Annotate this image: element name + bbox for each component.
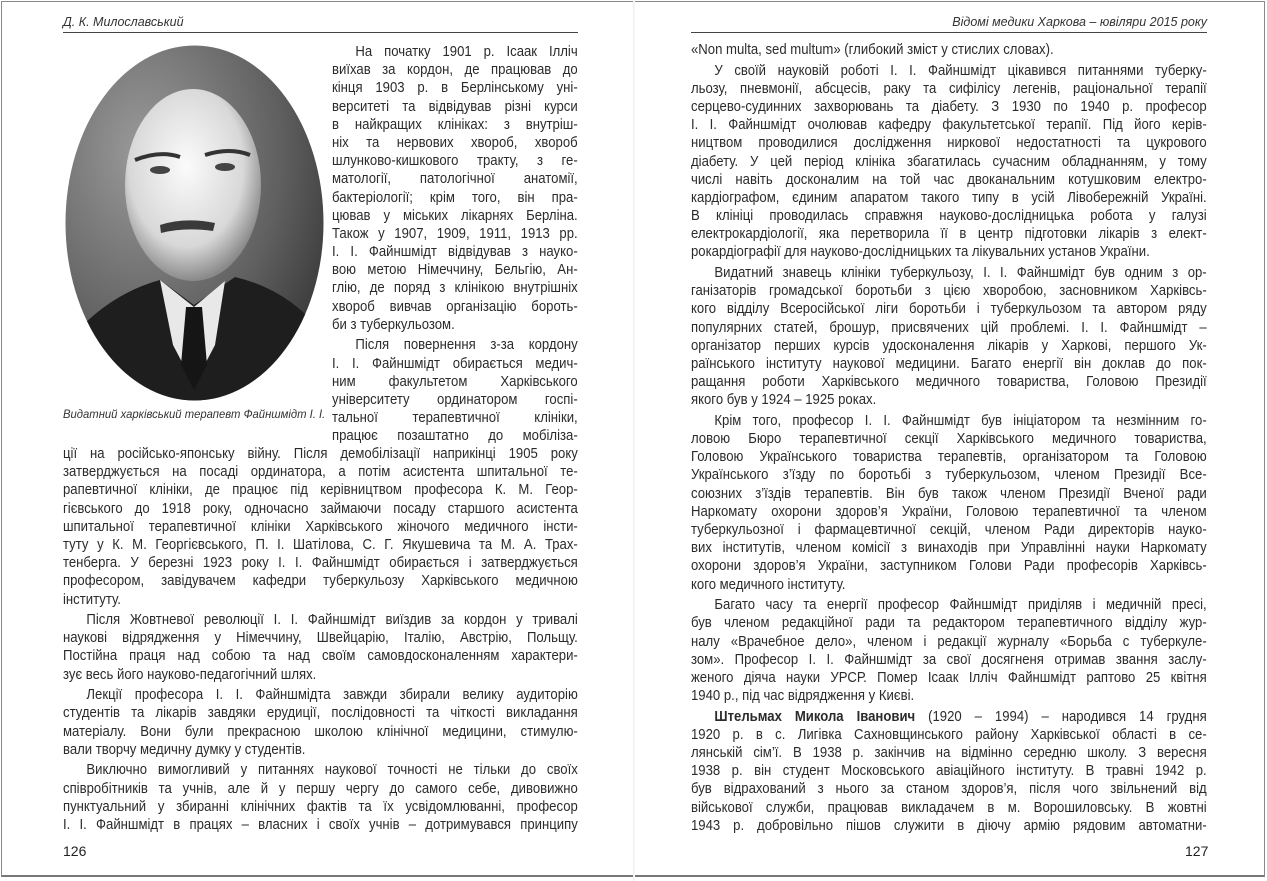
left-body-text (63, 445, 578, 837)
text-line: В клініці проводилась справжня науково-дослідницька робота у галузі (691, 208, 1207, 225)
text-line: ганізаторів громадської боротьби з цією хворобою, засновником Харківсь- (691, 283, 1207, 300)
text-line: І. І. Файншмідт відвідував з науко- (332, 244, 578, 261)
text-line: лянській сім’ї. В 1938 р. закінчив на відмінно середню школу. З вересня (691, 745, 1207, 762)
text-line: гієвського до 1918 року, одночасно займаючи посаду старшого асистента (63, 500, 578, 517)
text-line: Лекції професора І. І. Файншмідта завжди збирали велику аудиторію (86, 687, 578, 704)
text-line: Багато часу та енергії професор Файншмідт приділяв і медичній пресі, (714, 597, 1207, 614)
text-line: шлунково-кишкового тракту, з ге- (332, 153, 578, 170)
text-line: Після повернення з-за кордону (355, 337, 578, 354)
text-line: якого був у 1924 – 1925 роках. (691, 392, 877, 409)
text-line: ції на російсько-японську війну. Після демобілізації наприкінці 1905 року (63, 446, 578, 462)
text-line: числі навіть досконалим на той час двоканальним котушковим електро- (691, 171, 1207, 188)
text-line: тальної терапевтичної клініки, (332, 410, 578, 427)
text-line: в найкращих клініках: з внутріш- (332, 116, 578, 133)
text-line: матеріалу. Вони були прекрасною школою клінічної медицини, стимулю- (63, 723, 578, 740)
text-line: бактеріології; крім того, він пра- (332, 189, 578, 206)
text-line: вали творчу медичну думку у студентів. (63, 741, 306, 758)
page-number-right: 127 (1185, 843, 1209, 859)
text-line: працює позаштатно до мобіліза- (332, 428, 578, 445)
text-line: 1943 р. добровільно пішов служити в діючу армію рядовим автоматни- (691, 817, 1207, 834)
text-line: матології, патологічної анатомії, (332, 171, 578, 188)
text-line: І. І. Файншмідт в працях – власних і своїх учнів – дотримувався принципу (63, 816, 578, 833)
text-line: Видатний знавець клініки туберкульозу, І. І. Файншмідт був одним з ор- (714, 265, 1207, 282)
text-line: 1938 р. він студент Московського авіаційного інституту. В травні 1942 р. (691, 763, 1207, 780)
text-line: охорони здоров’я України, заступником Голови Ради професорів Харківсь- (691, 558, 1207, 575)
text-line: туту у К. М. Георгієвського, П. І. Шатілова, С. Г. Якушевича та М. А. Трах- (63, 536, 578, 553)
text-line: тенберга. У березні 1923 року І. І. Файншмідт обирається і затверджується (63, 555, 578, 572)
paragraph (332, 336, 578, 445)
text-line: льозу, пневмонії, абсцесів, раку та сифілісу легенів, раціональної терапії (691, 80, 1207, 97)
text-line: професором, завідувачем кафедри туберкульозу Харківського медичною (63, 573, 578, 590)
text-line: діабету. У цей період клініка збагатилась сучасним обладнанням, у тому (691, 153, 1207, 170)
portrait-photo (65, 45, 324, 401)
text-line: би з туберкульозом. (332, 316, 455, 333)
text-line: зує весь його науково-педагогічний шлях. (63, 666, 317, 683)
text-line: ращання роботи Харківського медичного товариства, Головою Президії (691, 374, 1207, 391)
paragraph (691, 264, 1207, 410)
paragraph (691, 62, 1207, 262)
text-line: «Non multa, sed multum» (глибокий зміст у стислих словах). (691, 42, 1054, 58)
text-line: університету ординатором госпі- (332, 391, 578, 408)
text-line: зом». Професор І. І. Файншмідт за свої досягненя отримав звання заслу- (691, 651, 1207, 668)
bold-name: Штельмах Микола Іванович (714, 708, 916, 725)
text-line: студентів та лікарів завдяки ерудиції, послідовності та чіткості викладання (63, 705, 578, 722)
text-line: військової служби, працював викладачем в м. Ворошиловську. В жовтні (691, 799, 1207, 816)
book-spine (633, 0, 635, 881)
right-running-header: Відомі медики Харкова – ювіляри 2015 року (952, 15, 1207, 29)
text-line: Українського з’їзду по боротьбі з туберкульозом, членом Президії Все- (691, 467, 1207, 484)
text-line: затверджується на посаді ординатора, а потім асистента шпитальної те- (63, 464, 578, 481)
text-line: вою метою Німеччину, Бельгію, Ан- (332, 262, 578, 279)
paragraph (332, 43, 578, 334)
photo-caption: Видатний харківський терапевт Файншмідт І. І. (63, 407, 326, 421)
text-line: раїнського інституту наукової медицини. Багато енергії він доклав до пок- (691, 355, 1207, 372)
text-line: цював у міських лікарнях Берліна. (332, 207, 578, 224)
text-line: У своїй науковій роботі І. І. Файншмідт цікавився питаннями туберку- (714, 62, 1207, 79)
text-line: На початку 1901 р. Ісаак Ілліч (355, 44, 578, 60)
text-line: був відрахований з нього за станом здоров’я, після чого звільнений від (691, 781, 1207, 798)
text-line: ним факультетом Харківського (332, 373, 578, 390)
page-number-left: 126 (63, 843, 87, 859)
text-line: налу «Врачебное дело», членом і редакції журналу «Борьба с туберкуле- (691, 633, 1207, 650)
text-line: рокардіографії для науково-дослідницьких та лікувальних установ України. (691, 244, 1150, 261)
text-line: кого медичного інституту. (691, 576, 846, 593)
text-line: верситеті та відвідував різні курси (332, 98, 578, 115)
right-header-rule (691, 32, 1207, 33)
text-line: Після Жовтневої революції І. І. Файншмідт виїздив за кордон у тривалі (86, 612, 578, 629)
paragraph (63, 445, 578, 609)
text-line: ництвом проводилися дослідження ниркової недостатності та цукрового (691, 135, 1207, 152)
left-running-header: Д. К. Милославський (63, 15, 184, 29)
text-line: союзних з’їздів терапевтів. Він був також членом Президії Вченої ради (691, 485, 1207, 502)
text-line: кардіографом, єдиним апаратом такого типу в усій Лівобережній Україні. (691, 189, 1207, 206)
paragraph (63, 686, 578, 759)
paragraph (691, 596, 1207, 705)
text-line: вих інститутів, членом комісії з винаходів при Управлінні науки Наркомату (691, 540, 1207, 557)
text-line: інституту. (63, 591, 121, 608)
text-line: популярних статей, брошур, присвячених цій проблемі. І. І. Файншмідт – (691, 319, 1207, 336)
text-line: Наркомату охорони здоров’я України, Головою терапевтичної та членом (691, 503, 1207, 520)
text-line: ловою Бюро терапевтичної секції Харківського медичного товариства, (691, 431, 1207, 448)
text-line: І. І. Файншмідт очолював кафедру факультетської терапії. Під його керів- (691, 117, 1207, 134)
text-line: ніх та нервових хвороб, хвороб (332, 134, 578, 151)
text-line: пунктуальний у збиранні клінічних фактів та їх усвідомлюванні, професор (63, 798, 578, 815)
text-line: Також у 1907, 1909, 1911, 1913 рр. (332, 225, 578, 242)
text-line: 1940 р., під час відрядження у Києві. (691, 688, 915, 705)
text-line: серцево-судинних захворювань та діабету. З 1930 по 1940 р. професор (691, 98, 1207, 115)
paragraph (691, 412, 1207, 594)
text-line: електрокардіології, яка перетворила її в центр підготовки лікарів з елект- (691, 226, 1207, 243)
text-line: глію, де поряд з клінікою внутрішніх (332, 280, 578, 297)
text-line: наукові відрядження у Німеччину, Швейцарію, Італію, Австрію, Польщу. (63, 630, 578, 647)
text-line: І. І. Файншмідт обирається медич- (332, 355, 578, 372)
text-line: Постійна праця над собою та над своїм самовдосконаленням характери- (63, 648, 578, 665)
paragraph (691, 708, 1207, 835)
text-line: хвороб вивчав організацію бороть- (332, 298, 578, 315)
paragraph (63, 611, 578, 684)
left-header-rule (63, 32, 578, 33)
text-line: виїхав за кордон, де працював до (332, 62, 578, 79)
text-line: Головою Українського товариства терапевтів, організатором та Головою (691, 449, 1207, 466)
right-body-text (691, 41, 1207, 837)
text-line: женого діяча науки УРСР. Помер Ісаак Ілліч Файншмідт раптово 25 квітня (691, 669, 1207, 686)
text-line: організатор перших курсів удосконалення лікарів у Харкові, першого Ук- (691, 337, 1207, 354)
text-line: Виключно вимогливий у питаннях наукової точності не тільки до своїх (86, 762, 578, 779)
text-line: шпитальної терапевтичної клініки Харківського жіночого медичного інсти- (63, 518, 578, 535)
text-line: співробітників та учнів, але й у першу чергу до самого себе, дивовижно (63, 780, 578, 797)
paragraph (691, 41, 1207, 59)
text-line: Штельмах Микола Іванович (1920 – 1994) – народився 14 грудня (714, 708, 1207, 725)
text-line: туберкульозної і фармацевтичної секцій, членом Ради директорів науко- (691, 522, 1207, 539)
text-line: рапевтичної клініки, де працює під керівництвом професора К. М. Геор- (63, 482, 578, 499)
text-line: був членом редакційної ради та редактором терапевтичного відділу жур- (691, 615, 1207, 632)
left-column-text (332, 43, 578, 448)
text-line: 1920 р. в с. Лигівка Сахновщинського району Харківської області в се- (691, 726, 1207, 743)
paragraph (63, 761, 578, 834)
text-line: кінця 1903 р. в Берлінському уні- (332, 80, 578, 97)
text-line: Крім того, професор І. І. Файншмідт був ініціатором та незмінним го- (714, 412, 1207, 429)
text-line: кого відділу Всеросійської ліги боротьби і туберкульозом та автором ряду (691, 301, 1207, 318)
